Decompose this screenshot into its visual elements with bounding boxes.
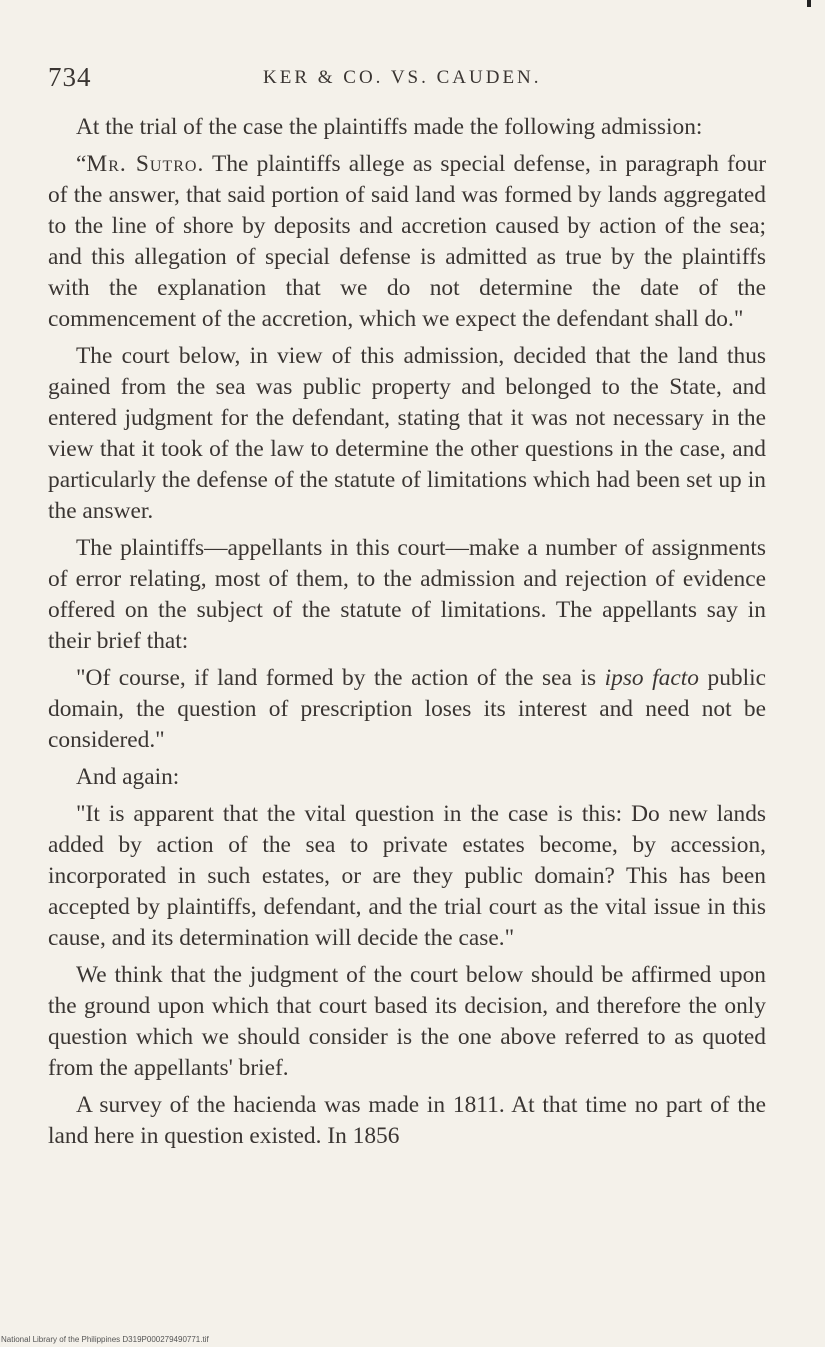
- paragraph-text: The court below, in view of this admission, decided that the land thus gained from the sea was public property and belonged to the State, and entered judgment for the defendant, stating that it was not necessary in the view that it took of the law to determine the other questions in the case, and particularly the defense of the statute of limitations which had been set up in the answer.: [48, 343, 766, 524]
- paragraph-text: The plaintiffs allege as special defense, in paragraph four of the answer, that said portion of said land was formed by lands aggregated to the line of shore by deposits and accretion caused by action of the sea; and this allegation of special defense is admitted as true by the plaintiffs with the explanation that we do not determine the date of the commencement of the accretion, which we expect the defendant shall do.": [48, 151, 766, 332]
- paragraph: [48, 960, 766, 1084]
- paragraph-text: "Of course, if land formed by the action of the sea is: [76, 665, 605, 691]
- paragraph: “Mr. Sutro. The plaintiffs allege as special defense, in paragraph four of the answer, that said portion of said land was formed by lands aggregated to the line of shore by deposits and accretion caused by action of the sea; and this allegation of special defense is admitted as true by the plaintiffs with the explanation that we do not determine the date of the commencement of the accretion, which we expect the defendant shall do.": [48, 151, 766, 332]
- paragraph-text: A survey of the hacienda was made in 1811. At that time no part of the land here in question existed. In 1856: [48, 1092, 766, 1149]
- speaker-name: Mr. Sutro.: [86, 151, 205, 177]
- paragraph-text: At the trial of the case the plaintiffs made the following admission:: [76, 114, 703, 140]
- paragraph-text: We think that the judgment of the court below should be affirmed upon the ground upon which that court based its decision, and therefore the only question which we should consider is the one above referred to as quoted from the appellants' brief.: [48, 962, 766, 1081]
- page-edge-mark: [807, 0, 811, 7]
- scan-source-id: National Library of the Philippines D319P000279490771.tif: [1, 1335, 209, 1344]
- page-number: 734: [48, 62, 92, 92]
- body-text: [48, 112, 766, 1152]
- paragraph: [48, 1090, 766, 1152]
- italic-phrase: ipso facto: [604, 665, 699, 691]
- paragraph: [48, 762, 766, 793]
- paragraph: [48, 341, 766, 527]
- paragraph: [48, 663, 766, 756]
- paragraph-text: "It is apparent that the vital question in the case is this: Do new lands added by action of the sea to private estates become, by accession, incorporated in such estates, or are they public domain? This has been accepted by plaintiffs, defendant, and the trial court as the vital issue in this cause, and its determination will decide the case.": [48, 801, 766, 951]
- paragraph-text: And again:: [76, 764, 180, 790]
- paragraph: [48, 799, 766, 954]
- paragraph: [48, 112, 766, 143]
- paragraph: [48, 533, 766, 657]
- running-title: KER & CO. VS. CAUDEN.: [263, 67, 542, 88]
- paragraph-text: The plaintiffs—appellants in this court—make a number of assignments of error relating, most of them, to the admission and rejection of evidence offered on the subject of the statute of limitations. The appellants say in their brief that:: [48, 535, 766, 654]
- page-header: [48, 62, 768, 102]
- paragraph-text: public domain, the question of prescription loses its interest and need not be considered.": [48, 665, 766, 753]
